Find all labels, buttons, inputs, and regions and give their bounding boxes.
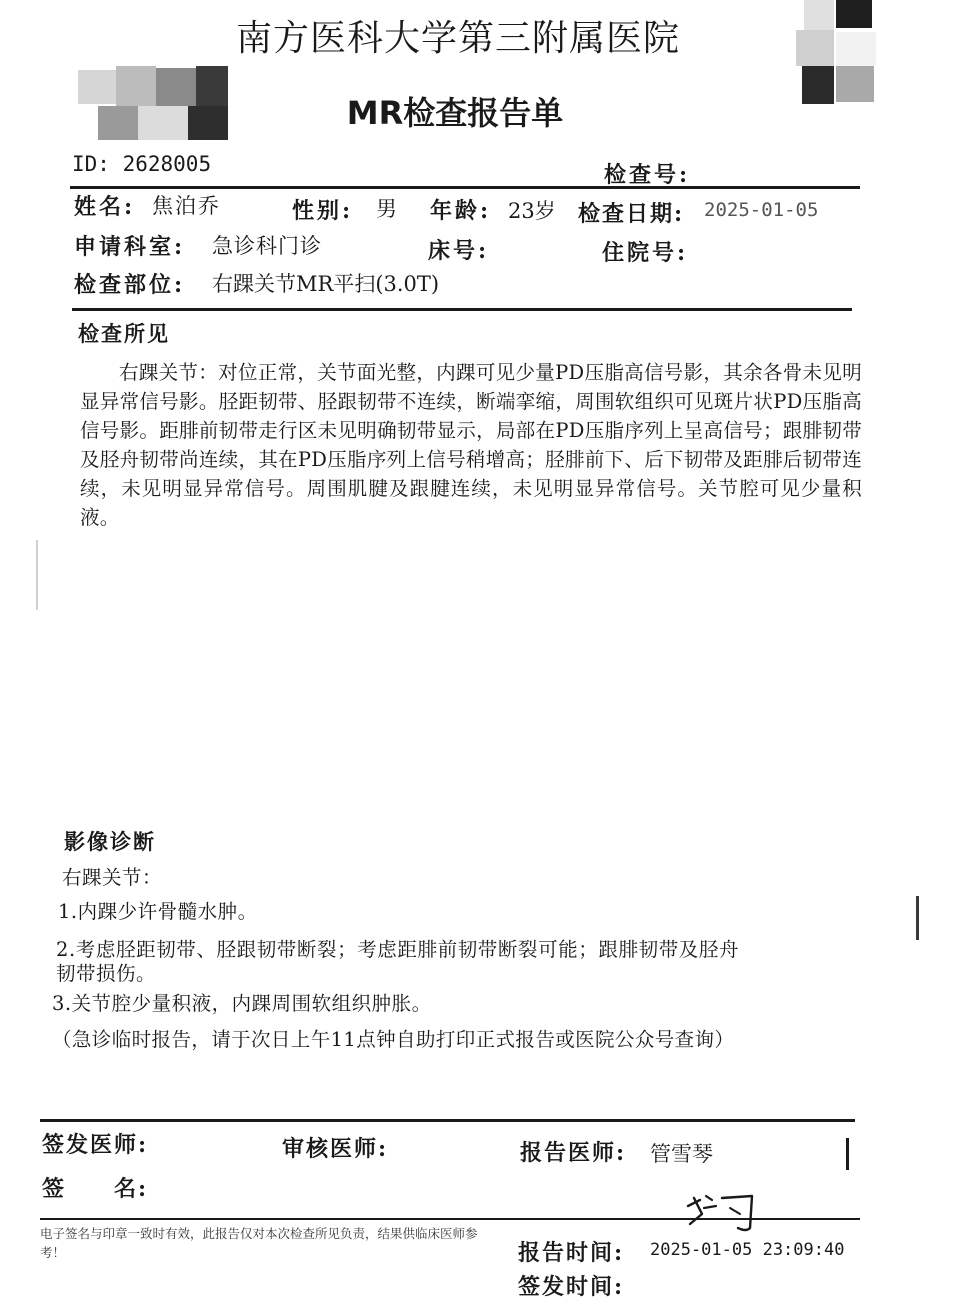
findings-text: 右踝关节：对位正常，关节面光整，内踝可见少量PD压脂高信号影，其余各骨未见明显异常信号影。胫距韧带、胫跟韧带不连续，断端挛缩，周围软组织可见斑片状PD压脂高信号影。距腓前韧带走行区未见明确韧带显示，局部在PD压脂序列上呈高信号；跟腓韧带及胫舟韧带尚连续，其在PD压脂序列上信号稍增高；胫腓前下、后下韧带及距腓后韧带连续，未见明显异常信号。周围肌腱及跟腱连续，未见明显异常信号。关节腔可见少量积液。 bbox=[80, 361, 862, 529]
left-edge-artifact bbox=[36, 540, 38, 610]
mosaic-cell bbox=[804, 0, 834, 30]
reporting-doctor-label: 报告医师: bbox=[520, 1140, 627, 1166]
diagnosis-note: （急诊临时报告，请于次日上午11点钟自助打印正式报告或医院公众号查询） bbox=[52, 1028, 735, 1051]
bed-label: 床号: bbox=[428, 238, 490, 264]
findings-heading: 检查所见 bbox=[78, 321, 170, 346]
issuing-doctor-label: 签发医师: bbox=[42, 1132, 149, 1158]
privacy-mosaic-right bbox=[796, 0, 876, 104]
exam-date-label: 检查日期: bbox=[578, 201, 685, 227]
name-value: 焦泊乔 bbox=[152, 194, 221, 218]
id-label: ID: bbox=[72, 152, 110, 176]
privacy-mosaic-left bbox=[78, 66, 228, 140]
part-value: 右踝关节MR平扫(3.0T) bbox=[212, 272, 440, 296]
right-edge-artifact bbox=[916, 896, 919, 940]
patient-id bbox=[72, 152, 211, 176]
diagnosis-item-2-line-1: 2.考虑胫距韧带、胫跟韧带断裂；考虑距腓前韧带断裂可能；跟腓韧带及胫舟 bbox=[56, 938, 740, 961]
issue-time-label: 签发时间: bbox=[518, 1274, 625, 1300]
sex-label: 性别: bbox=[292, 198, 354, 224]
mosaic-cell bbox=[196, 66, 228, 106]
mosaic-cell bbox=[802, 66, 834, 104]
signature-label: 签 名: bbox=[42, 1176, 149, 1202]
diagnosis-item-1: 1.内踝少许骨髓水肿。 bbox=[58, 900, 258, 923]
footer-divider bbox=[40, 1119, 855, 1122]
handwritten-signature bbox=[680, 1188, 780, 1234]
name-label: 姓名: bbox=[74, 194, 136, 220]
sex-value: 男 bbox=[376, 197, 397, 221]
exam-date-value: 2025-01-05 bbox=[704, 199, 819, 221]
reviewing-doctor-label: 审核医师: bbox=[282, 1136, 389, 1162]
mosaic-cell bbox=[116, 66, 156, 106]
dept-value: 急诊科门诊 bbox=[212, 234, 322, 258]
part-label: 检查部位: bbox=[74, 272, 186, 298]
age-label: 年龄: bbox=[430, 198, 492, 224]
id-value: 2628005 bbox=[122, 152, 212, 176]
diagnosis-intro: 右踝关节： bbox=[62, 866, 163, 889]
diagnosis-heading: 影像诊断 bbox=[64, 829, 156, 854]
age-value: 23岁 bbox=[508, 199, 556, 223]
mosaic-cell bbox=[138, 106, 188, 140]
inpatient-label: 住院号: bbox=[602, 240, 689, 266]
mosaic-cell bbox=[836, 66, 874, 102]
mosaic-cell bbox=[98, 106, 138, 140]
diagnosis-item-3: 3.关节腔少量积液，内踝周围软组织肿胀。 bbox=[52, 992, 432, 1015]
reporting-doctor-value: 管雪琴 bbox=[650, 1142, 713, 1166]
mosaic-cell bbox=[796, 30, 834, 66]
hospital-name: 南方医科大学第三附属医院 bbox=[235, 18, 680, 59]
header-divider bbox=[70, 186, 860, 189]
signature-divider bbox=[40, 1218, 860, 1220]
mosaic-cell bbox=[188, 106, 228, 140]
diagnosis-item-2-line-2: 韧带损伤。 bbox=[56, 962, 157, 985]
edge-mark bbox=[846, 1138, 849, 1170]
dept-label: 申请科室: bbox=[74, 234, 186, 260]
report-title: MR检查报告单 bbox=[346, 94, 564, 132]
exam-no-label: 检查号: bbox=[604, 162, 691, 188]
mosaic-cell bbox=[836, 32, 876, 66]
mosaic-cell bbox=[156, 68, 196, 106]
mosaic-cell bbox=[836, 0, 872, 28]
mosaic-cell bbox=[78, 70, 116, 104]
disclaimer-text: 电子签名与印章一致时有效，此报告仅对本次检查所见负责，结果供临床医师参考！ bbox=[40, 1226, 478, 1260]
info-divider bbox=[72, 308, 852, 311]
report-time-label: 报告时间: bbox=[518, 1240, 625, 1266]
report-time-value: 2025-01-05 23:09:40 bbox=[650, 1240, 845, 1260]
